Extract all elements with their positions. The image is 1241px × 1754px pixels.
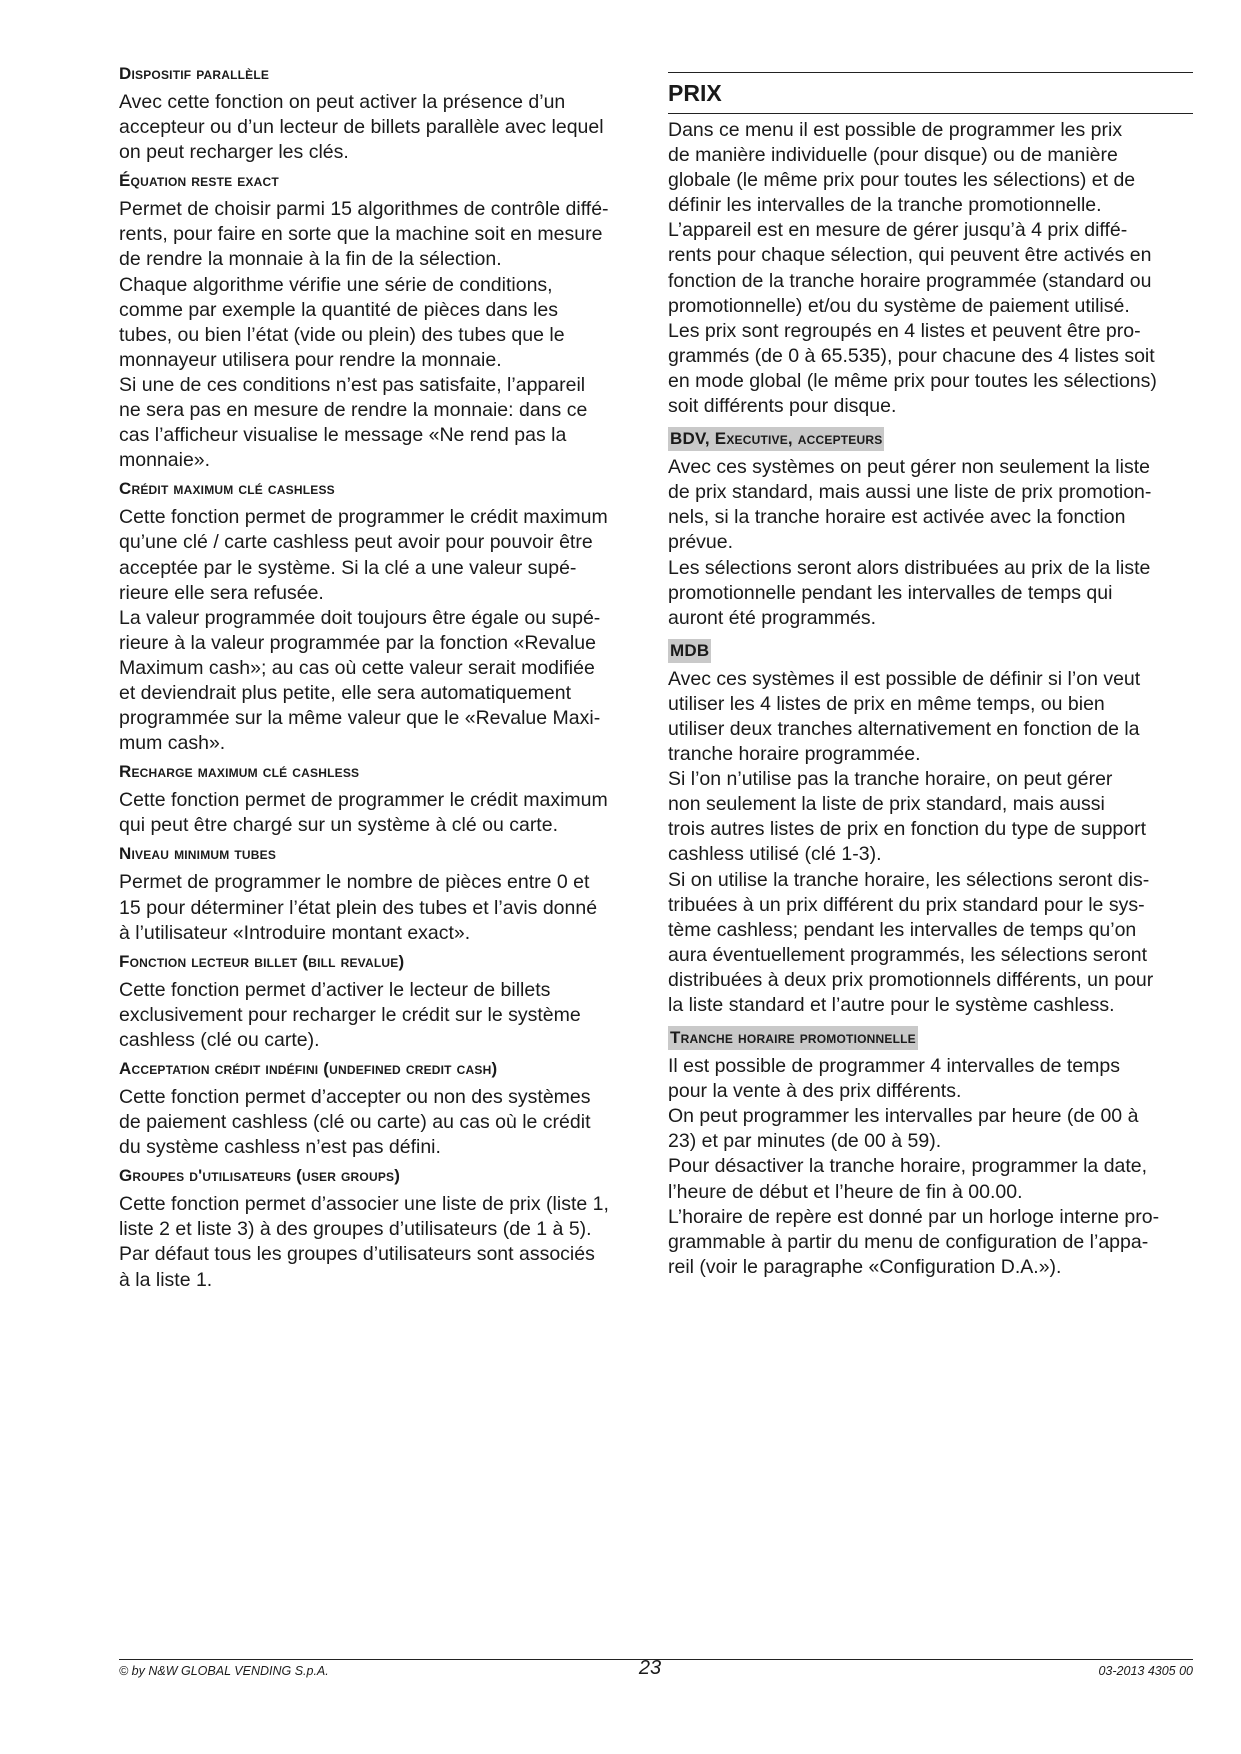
line: Permet de choisir parmi 15 algorithmes de contrôle diffé-	[119, 198, 609, 221]
line: cashless (clé ou carte).	[119, 1028, 320, 1051]
line: globale (le même prix pour toutes les sélections) et de	[668, 169, 1136, 192]
line: de paiement cashless (clé ou carte) au cas où le crédit	[119, 1111, 591, 1134]
line: tribuées à un prix différent du prix standard pour le sys-	[668, 893, 1145, 916]
line: monnayeur utilisera pour rendre la monnaie.	[119, 348, 502, 371]
line: Chaque algorithme vérifie une série de conditions,	[119, 273, 553, 296]
line: tubes, ou bien l’état (vide ou plein) des tubes que le	[119, 323, 565, 346]
section-heading: Équation reste exact	[119, 171, 279, 191]
section-heading: Recharge maximum clé cashless	[119, 762, 360, 782]
line: Avec ces systèmes il est possible de définir si l’on veut	[668, 667, 1141, 690]
line: pour la vente à des prix différents.	[668, 1080, 962, 1103]
section-acceptation-credit	[119, 1057, 639, 1160]
line: grammés (de 0 à 65.535), pour chacune des 4 listes soit	[668, 344, 1155, 367]
line: accepteur ou d’un lecteur de billets parallèle avec lequel	[119, 116, 604, 139]
section-mdb	[668, 639, 1193, 1018]
line: rieure à la valeur programmée par la fonction «Revalue	[119, 631, 596, 654]
section-body	[668, 1054, 1193, 1280]
line: Avec ces systèmes on peut gérer non seulement la liste	[668, 456, 1150, 479]
section-body	[668, 455, 1193, 631]
section-heading-highlighted: BDV, Executive, accepteurs	[668, 427, 884, 451]
line: Cette fonction permet d’activer le lecteur de billets	[119, 978, 551, 1001]
line: l’heure de début et l’heure de fin à 00.00.	[668, 1180, 1023, 1203]
section-body	[668, 667, 1193, 1018]
line: Maximum cash»; au cas où cette valeur serait modifiée	[119, 656, 595, 679]
section-body	[119, 90, 639, 165]
line: reil (voir le paragraphe «Configuration D.A.»).	[668, 1255, 1062, 1278]
line: fonction de la tranche horaire programmée (standard ou	[668, 269, 1152, 292]
line: définir les intervalles de la tranche promotionnelle.	[668, 194, 1102, 217]
line: à la liste 1.	[119, 1268, 213, 1291]
line: Les prix sont regroupés en 4 listes et peuvent être pro-	[668, 319, 1141, 342]
line: programmée sur la même valeur que le «Revalue Maxi-	[119, 707, 601, 730]
footer-copyright: © by N&W GLOBAL VENDING S.p.A.	[119, 1664, 329, 1678]
line: non seulement la liste de prix standard, mais aussi	[668, 793, 1105, 816]
line: trois autres listes de prix en fonction du type de support	[668, 818, 1147, 841]
section-heading: Groupes d'utilisateurs (user groups)	[119, 1166, 401, 1186]
section-heading: Acceptation crédit indéfini (undefined credit cash)	[119, 1059, 498, 1078]
line: de prix standard, mais aussi une liste de prix promotion-	[668, 481, 1152, 504]
section-heading-highlighted: MDB	[668, 639, 711, 663]
line: aura éventuellement programmés, les sélections seront	[668, 943, 1148, 966]
line: la liste standard et l’autre pour le système cashless.	[668, 994, 1115, 1016]
line: La valeur programmée doit toujours être égale ou supé-	[119, 606, 601, 629]
line: auront été programmés.	[668, 606, 877, 629]
line: liste 2 et liste 3) à des groupes d’utilisateurs (de 1 à 5).	[119, 1218, 592, 1241]
line: L’horaire de repère est donné par un horloge interne pro-	[668, 1205, 1160, 1228]
line: tème cashless; pendant les intervalles de temps qu’on	[668, 918, 1137, 941]
title-rule-bottom	[668, 113, 1193, 114]
line: qu’une clé / carte cashless peut avoir pour pouvoir être	[119, 531, 593, 554]
line: rents, pour faire en sorte que la machine soit en mesure	[119, 223, 603, 246]
line: On peut programmer les intervalles par heure (de 00 à	[668, 1105, 1139, 1128]
line: ne sera pas en mesure de rendre la monnaie: dans ce	[119, 399, 588, 422]
chapter-title: PRIX	[668, 80, 722, 106]
left-column	[119, 62, 639, 1297]
section-body	[119, 505, 639, 756]
line: Si une de ces conditions n’est pas satisfaite, l’appareil	[119, 373, 586, 396]
line: Cette fonction permet de programmer le crédit maximum	[119, 506, 608, 529]
line: cashless utilisé (clé 1-3).	[668, 843, 882, 866]
line: rieure elle sera refusée.	[119, 581, 324, 604]
line: 23) et par minutes (de 00 à 59).	[668, 1130, 942, 1153]
section-recharge-maximum	[119, 760, 639, 838]
line: nels, si la tranche horaire est activée avec la fonction	[668, 506, 1126, 529]
right-column	[668, 62, 1193, 1284]
section-credit-maximum	[119, 477, 639, 756]
line: de manière individuelle (pour disque) ou de manière	[668, 144, 1118, 167]
line: comme par exemple la quantité de pièces dans les	[119, 298, 558, 321]
line: Pour désactiver la tranche horaire, programmer la date,	[668, 1155, 1148, 1178]
section-body	[119, 870, 639, 945]
line: distribuées à deux prix promotionnels différents, un pour	[668, 968, 1154, 991]
section-bdv-executive	[668, 427, 1193, 631]
line: Cette fonction permet d’accepter ou non des systèmes	[119, 1086, 591, 1108]
line: Avec cette fonction on peut activer la présence d’un	[119, 91, 566, 113]
line: utiliser les 4 listes de prix en même temps, ou bien	[668, 692, 1105, 715]
section-heading: Niveau minimum tubes	[119, 844, 277, 864]
line: soit différents pour disque.	[668, 395, 897, 418]
line: qui peut être chargé sur un système à clé ou carte.	[119, 814, 558, 837]
line: cas l’afficheur visualise le message «Ne rend pas la	[119, 424, 567, 447]
line: Si on utilise la tranche horaire, les sélections seront dis-	[668, 868, 1150, 891]
line: Permet de programmer le nombre de pièces entre 0 et	[119, 871, 590, 894]
line: Cette fonction permet d’associer une liste de prix (liste 1,	[119, 1193, 609, 1216]
line: prévue.	[668, 531, 734, 554]
section-body	[119, 1192, 639, 1292]
section-niveau-minimum	[119, 842, 639, 945]
line: on peut recharger les clés.	[119, 141, 349, 164]
section-equation-reste-exact	[119, 169, 639, 473]
line: en mode global (le même prix pour toutes les sélections)	[668, 369, 1157, 392]
line: promotionnelle) et/ou du système de paiement utilisé.	[668, 294, 1130, 317]
section-body	[119, 978, 639, 1053]
line: grammable à partir du menu de configuration de l’appa-	[668, 1230, 1149, 1253]
section-groupes-utilisateurs	[119, 1164, 639, 1292]
line: Si l’on n’utilise pas la tranche horaire, on peut gérer	[668, 768, 1113, 791]
page-number: 23	[638, 1657, 662, 1679]
line: mum cash».	[119, 732, 226, 755]
line: à l’utilisateur «Introduire montant exact».	[119, 921, 471, 944]
section-heading: Crédit maximum clé cashless	[119, 479, 335, 499]
line: 15 pour déterminer l’état plein des tubes et l’avis donné	[119, 896, 598, 919]
section-body	[119, 1085, 639, 1160]
line: Cette fonction permet de programmer le crédit maximum	[119, 789, 608, 812]
line: utiliser deux tranches alternativement en fonction de la	[668, 717, 1140, 740]
section-tranche-horaire	[668, 1026, 1193, 1280]
prix-intro	[668, 118, 1193, 419]
section-body	[119, 788, 639, 838]
line: acceptée par le système. Si la clé a une valeur supé-	[119, 556, 577, 579]
section-fonction-lecteur	[119, 950, 639, 1053]
section-dispositif-parallele	[119, 62, 639, 165]
line: monnaie».	[119, 449, 211, 472]
section-body	[119, 197, 639, 473]
line: Il est possible de programmer 4 intervalles de temps	[668, 1055, 1120, 1078]
footer-doc-code: 03-2013 4305 00	[1098, 1664, 1193, 1678]
line: du système cashless n’est pas défini.	[119, 1136, 441, 1159]
line: Les sélections seront alors distribuées au prix de la liste	[668, 556, 1151, 579]
line: Dans ce menu il est possible de programmer les prix	[668, 119, 1123, 141]
section-heading: Dispositif parallèle	[119, 64, 270, 83]
line: de rendre la monnaie à la fin de la sélection.	[119, 248, 502, 271]
line: Par défaut tous les groupes d’utilisateurs sont associés	[119, 1243, 595, 1266]
section-heading: Fonction lecteur billet (bill revalue)	[119, 951, 405, 971]
line: et deviendrait plus petite, elle sera automatiquement	[119, 681, 572, 704]
section-heading-highlighted: Tranche horaire promotionnelle	[668, 1026, 918, 1050]
line: tranche horaire programmée.	[668, 743, 921, 766]
line: rents pour chaque sélection, qui peuvent être activés en	[668, 244, 1152, 267]
line: L’appareil est en mesure de gérer jusqu’à 4 prix diffé-	[668, 219, 1128, 242]
line: promotionnelle pendant les intervalles de temps qui	[668, 581, 1113, 604]
line: exclusivement pour recharger le crédit sur le système	[119, 1003, 581, 1026]
